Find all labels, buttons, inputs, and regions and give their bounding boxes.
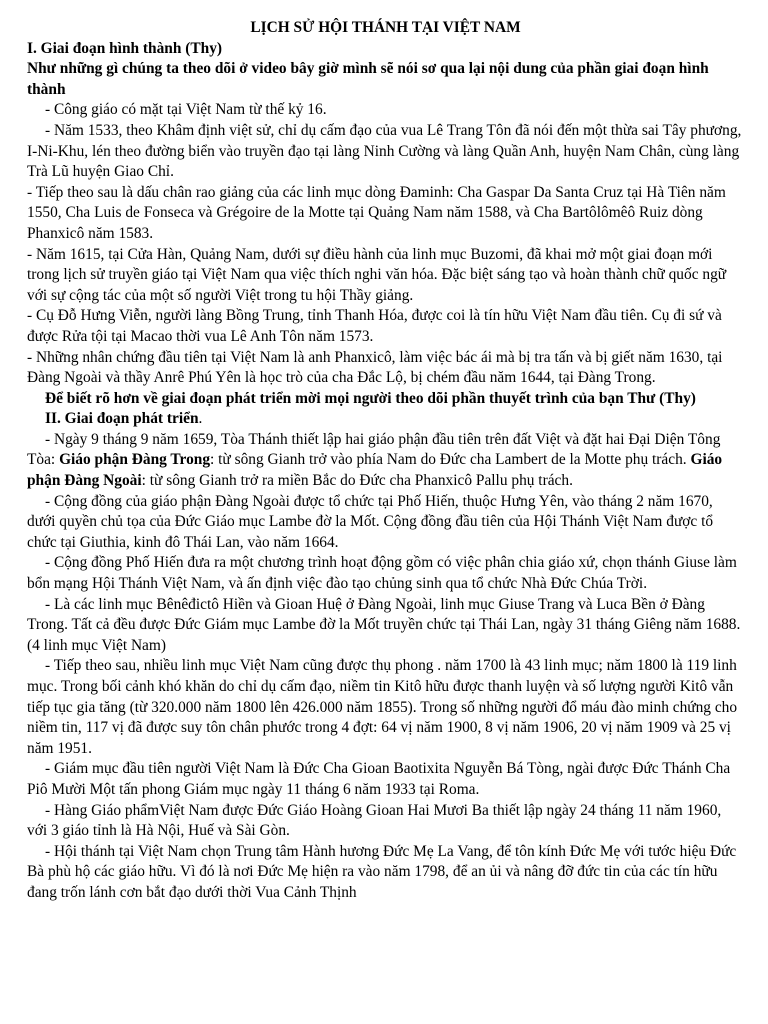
item-text: : từ sông Gianh trở vào phía Nam do Đức cha Lambert de la Motte phụ trách. xyxy=(210,451,691,469)
section-1-heading: I. Giai đoạn hình thành (Thy) xyxy=(27,39,223,57)
section-1-item: - Năm 1533, theo Khâm định việt sử, chỉ dụ cấm đạo của vua Lê Trang Tôn đã nói đến một thừa sai Tây phương, I-Ni-Khu, lén theo đường biển vào truyền đạo tại làng Ninh Cường và làng Quần Anh, huyện Nam Chân, cùng làng Trà Lũ huyện Giao Chỉ. xyxy=(27,121,742,181)
section-1-item: - Năm 1615, tại Cửa Hàn, Quảng Nam, dưới sự điều hành của linh mục Buzomi, đã khai mở một giai đoạn mới trong lịch sử truyền giáo tại Việt Nam qua việc thích nghi văn hóa. Đặc biệt sáng tạo và hoàn thành chữ quốc ngữ với sự cộng tác của một số người Việt trong tu hội Thầy giảng. xyxy=(27,245,727,304)
section-2-item: - Cộng đồng Phố Hiến đưa ra một chương trình hoạt động gồm có việc phân chia giáo xứ, chọn thánh Giuse làm bổn mạng Hội Thánh Việt Nam, và ấn định việc đào tạo chủng sinh qua tổ chức Nhà Đức Chúa Trời. xyxy=(27,554,737,593)
section-2-item: - Tiếp theo sau, nhiều linh mục Việt Nam cũng được thụ phong . năm 1700 là 43 linh mục; năm 1800 là 119 linh mục. Trong bối cảnh khó khăn do chỉ dụ cấm đạo, niềm tin Kitô hữu được thanh luyện và số lượng người Kitô vẫn tiếp tục gia tăng (từ 320.000 năm 1800 lên 426.000 năm 1855). Trong số những người đổ máu đào minh chứng cho niềm tin, 117 vị đã được suy tôn chân phước trong 4 đợt: 64 vị năm 1900, 8 vị năm 1906, 20 vị năm 1909 và 25 vị năm 1951. xyxy=(27,657,738,757)
section-1-outro: Để biết rõ hơn về giai đoạn phát triển mời mọi người theo dõi phần thuyết trình của bạn Thư (Thy) xyxy=(45,389,696,407)
item-text: : từ sông Gianh trở ra miền Bắc do Đức cha Phanxicô Pallu phụ trách. xyxy=(141,472,573,490)
section-2-heading-period: . xyxy=(198,410,203,428)
section-2-heading-line xyxy=(27,409,744,430)
section-2-item: - Hội thánh tại Việt Nam chọn Trung tâm Hành hương Đức Mẹ La Vang, để tôn kính Đức Mẹ với tước hiệu Đức Bà phù hộ các giáo hữu. Vì đó là nơi Đức Mẹ hiện ra vào năm 1798, để an ủi và nâng đỡ đức tin của các tín hữu đang trốn lánh cơn bắt đạo dưới thời Vua Cảnh Thịnh xyxy=(27,842,737,901)
document-title: LỊCH SỬ HỘI THÁNH TẠI VIỆT NAM xyxy=(250,19,521,36)
item-text: - Ngày 9 tháng 9 năm 1659, Tòa Thánh thiết lập hai giáo phận đầu tiên trên đất Việt và đặt hai Đại Diện Tông Tòa: xyxy=(27,430,721,469)
section-2-item xyxy=(27,430,744,492)
section-1-item: - Tiếp theo sau là dấu chân rao giảng của các linh mục dòng Đaminh: Cha Gaspar Da Santa Cruz tại Hà Tiên năm 1550, Cha Luis de Fonseca và Grégoire de la Motte tại Quảng Nam năm 1588, và Cha Bartôlômêô Ruiz dòng Phanxicô năm 1583. xyxy=(27,183,726,242)
section-2-heading: II. Giai đoạn phát triển xyxy=(45,410,199,428)
section-2-item: - Giám mục đầu tiên người Việt Nam là Đức Cha Gioan Baotixita Nguyễn Bá Tòng, ngài được Đức Thánh Cha Piô Mười Một tấn phong Giám mục ngày 11 tháng 6 năm 1933 tại Roma. xyxy=(27,760,731,798)
section-2-item: - Hàng Giáo phẩmViệt Nam được Đức Giáo Hoàng Gioan Hai Mươi Ba thiết lập ngày 24 tháng 11 năm 1960, với 3 giáo tỉnh là Hà Nội, Huế và Sài Gòn. xyxy=(27,801,722,840)
section-2-item: - Cộng đồng của giáo phận Đàng Ngoài được tổ chức tại Phố Hiến, thuộc Hưng Yên, vào tháng 2 năm 1670, dưới quyền chủ tọa của Đức Giáo mục Lambe đờ la Mốt. Cộng đồng đầu tiên của Hội Thánh Việt Nam được tổ chức tại Giuthia, kinh đô Thái Lan, vào năm 1664. xyxy=(27,492,714,551)
section-1-item: - Cụ Đỗ Hưng Viễn, người làng Bồng Trung, tỉnh Thanh Hóa, được coi là tín hữu Việt Nam đầu tiên. Cụ đi sứ và được Rửa tội tại Macao thời vua Lê Anh Tôn năm 1573. xyxy=(27,307,722,345)
diocese-dang-ngoai: Giáo phận Đàng Ngoài xyxy=(27,451,723,490)
section-1-item: - Những nhân chứng đầu tiên tại Việt Nam là anh Phanxicô, làm việc bác ái mà bị tra tấn và bị giết năm 1630, tại Đàng Ngoài và thầy Anrê Phú Yên là học trò của cha Đắc Lộ, bị chém đầu năm 1644, tại Đàng Trong. xyxy=(27,348,723,387)
section-1-intro: Như những gì chúng ta theo dõi ở video bây giờ mình sẽ nói sơ qua lại nội dung của phần giai đoạn hình thành xyxy=(27,60,709,98)
diocese-dang-trong: Giáo phận Đàng Trong xyxy=(59,451,211,469)
section-1-item: - Công giáo có mặt tại Việt Nam từ thế kỷ 16. xyxy=(45,101,327,119)
section-2-item: - Là các linh mục Bênêđictô Hiền và Gioan Huệ ở Đàng Ngoài, linh mục Giuse Trang và Luca Bền ở Đàng Trong. Tất cả đều được Đức Giám mục Lambe đờ la Mốt truyền chức tại Thái Lan, ngày 31 tháng Giêng năm 1688. (4 linh mục Việt Nam) xyxy=(27,595,741,654)
